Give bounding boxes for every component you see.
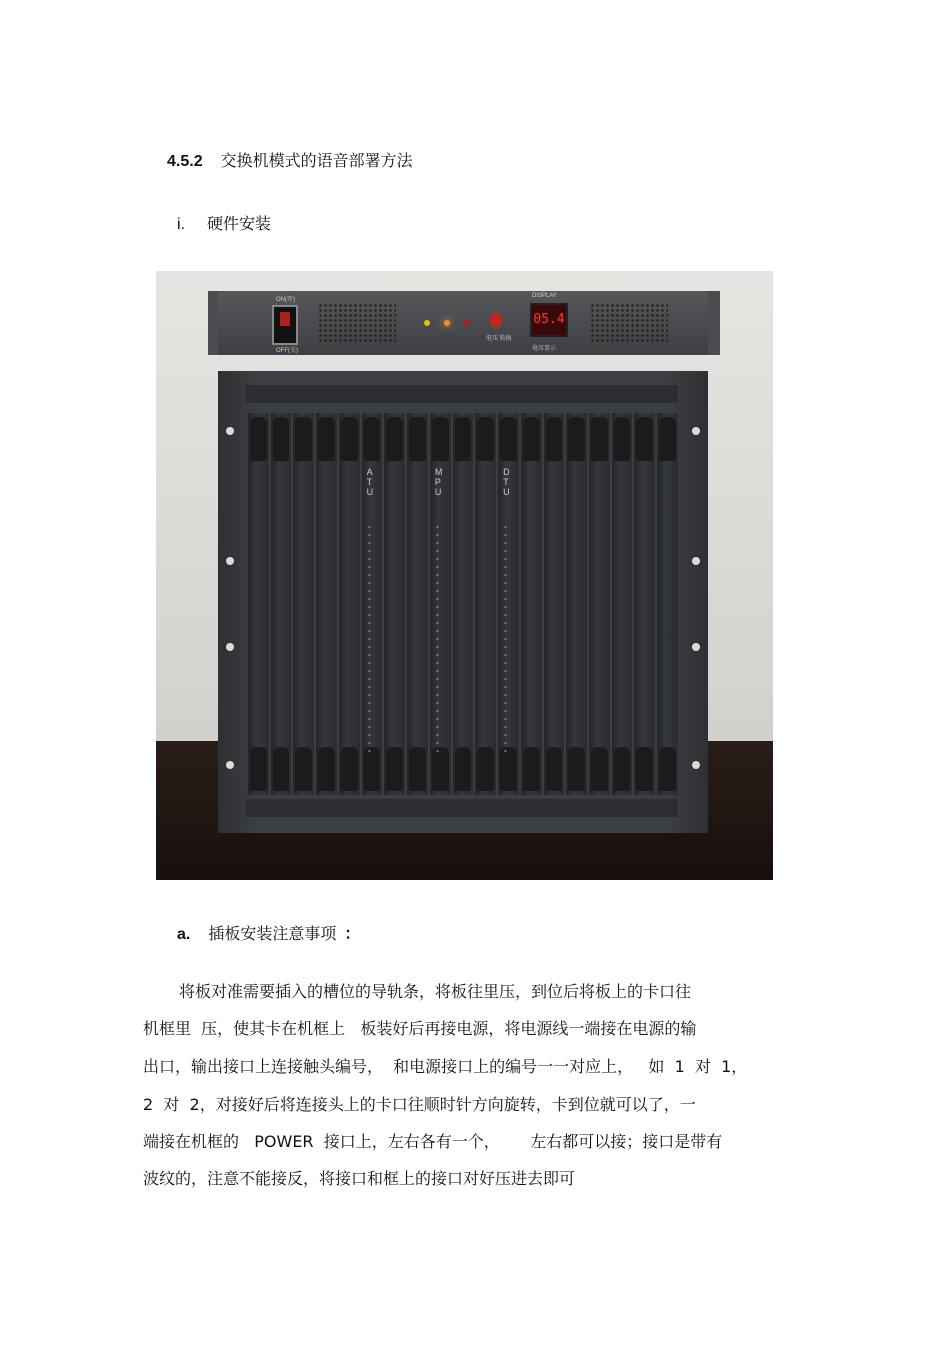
psu-rack-ear-right [706, 291, 720, 355]
power-on-label: ON(开) [276, 297, 295, 303]
card-chassis [218, 371, 708, 833]
voltage-switch-label: 电压 转换 [486, 336, 512, 342]
power-switch [272, 305, 298, 345]
card-slot [339, 413, 360, 795]
paragraph-line: 端接在机框的 POWER 接口上，左右各有一个， 左右都可以接；接口是带有 [143, 1132, 723, 1151]
card-slot [544, 413, 565, 795]
section-heading [167, 148, 413, 171]
card-slot [248, 413, 269, 795]
top-rail [246, 385, 678, 403]
card-slot [634, 413, 655, 795]
vent-grill-left [318, 303, 396, 343]
card-slot-dtu [498, 413, 519, 795]
mount-hole [226, 643, 234, 651]
note-number: a. [177, 926, 191, 943]
indicator-led-orange [444, 320, 450, 326]
paragraph-line: 波纹的，注意不能接反，将接口和框上的接口对好压进去即可 [143, 1169, 576, 1188]
subsection-title-text: 硬件安装 [207, 214, 272, 233]
paragraph-line: 将板对准需要插入的槽位的导轨条，将板往里压，到位后将板上的卡口往 [179, 982, 692, 1001]
subsection-heading [177, 211, 271, 234]
note-title-text: 插板安装注意事项 [208, 924, 337, 943]
power-supply-unit [218, 291, 708, 355]
display-label: DISPLAY [532, 293, 557, 299]
card-slot [293, 413, 314, 795]
card-slot [384, 413, 405, 795]
card-slot [657, 413, 678, 795]
card-slot [566, 413, 587, 795]
mount-hole [692, 761, 700, 769]
mount-hole [226, 761, 234, 769]
card-slot [475, 413, 496, 795]
paragraph-line: 机框里 压，使其卡在机框上 板装好后再接电源，将电源线一端接在电源的输 [143, 1019, 697, 1038]
card-slot-atu [362, 413, 383, 795]
card-slots [248, 413, 678, 795]
paragraph-line: 2 对 2，对接好后将连接头上的卡口往顺时针方向旋转，卡到位就可以了，一 [143, 1095, 696, 1114]
section-title-text: 交换机模式的语音部署方法 [220, 151, 413, 170]
switch-chassis-photo [156, 271, 773, 880]
card-slot [316, 413, 337, 795]
mount-hole [692, 643, 700, 651]
subsection-number: i. [177, 216, 185, 233]
mount-hole [226, 557, 234, 565]
bottom-rail [246, 799, 678, 817]
card-slot [589, 413, 610, 795]
paragraph-line: 出口，输出接口上连接触头编号， 和电源接口上的编号一一对应上， 如 1 对 1， [143, 1057, 748, 1076]
card-slot [271, 413, 292, 795]
indicator-led-red [464, 320, 470, 326]
vent-grill-right [590, 303, 668, 343]
card-slot [407, 413, 428, 795]
note-heading [177, 921, 360, 944]
board-label-mpu: MPU [434, 467, 443, 497]
display-caption: 电压显示 [532, 346, 557, 352]
voltage-switch-button [490, 313, 502, 327]
power-off-label: OFF(关) [276, 348, 298, 354]
section-number: 4.5.2 [167, 153, 203, 170]
mount-hole [692, 427, 700, 435]
note-colon: ： [344, 924, 361, 943]
card-slot-mpu [430, 413, 451, 795]
voltage-display: 05.4 [530, 303, 568, 337]
board-label-atu: ATU [366, 467, 374, 497]
indicator-led-yellow [424, 320, 430, 326]
card-slot [521, 413, 542, 795]
mount-hole [226, 427, 234, 435]
board-label-dtu: DTU [503, 467, 510, 497]
mount-hole [692, 557, 700, 565]
card-slot [453, 413, 474, 795]
card-slot [612, 413, 633, 795]
